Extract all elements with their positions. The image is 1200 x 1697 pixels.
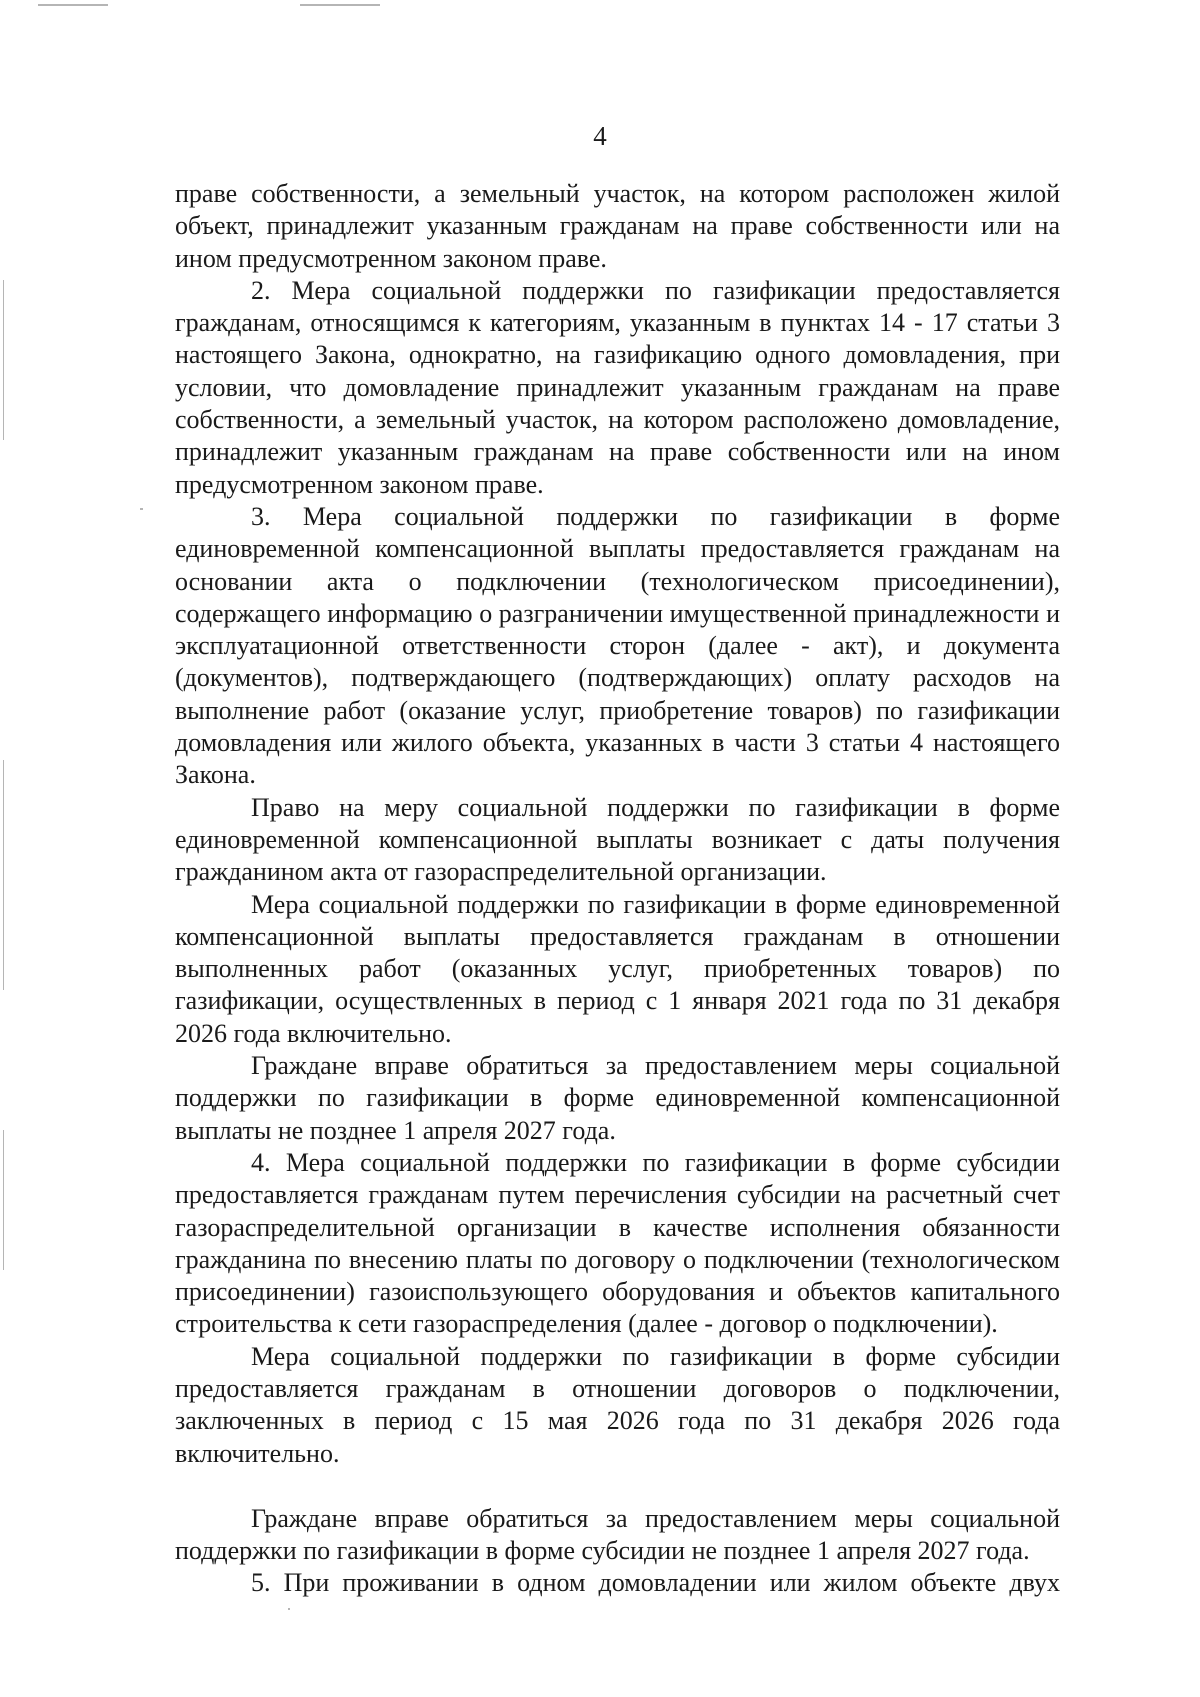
scan-artifact-dot — [140, 508, 143, 510]
paragraph-item-2: 2. Мера социальной поддержки по газификации предоставляется гражданам, относящимся к категориям, указанным в пунктах 14 - 17 статьи 3 настоящего Закона, однократно, на газификацию одного домовладения, при условии, что домовладение принадлежит указанным гражданам на праве собственности, а земельный участок, на котором расположено домовладение, принадлежит указанным гражданам на праве собственности или на ином предусмотренном законом праве. — [175, 275, 1060, 499]
page-number: 4 — [593, 121, 607, 151]
paragraph-continuation: праве собственности, а земельный участок, на котором расположен жилой объект, принадлежит указанным гражданам на праве собственности или на ином предусмотренном законом праве. — [175, 179, 1060, 273]
scan-artifact-top — [38, 4, 108, 6]
scan-artifact-left — [3, 280, 4, 440]
document-body — [175, 178, 1060, 1600]
paragraph-item-4: 4. Мера социальной поддержки по газификации в форме субсидии предоставляется гражданам путем перечисления субсидии на расчетный счет газораспределительной организации в качестве исполнения обязанности гражданина по внесению платы по договору о подключении (технологическом присоединении) газоиспользующего оборудования и объектов капитального строительства к сети газораспределения (далее - договор о подключении). — [175, 1147, 1060, 1339]
paragraph-payment-deadline: Граждане вправе обратиться за предоставлением меры социальной поддержки по газификации в форме единовременной компенсационной выплаты не позднее 1 апреля 2027 года. — [175, 1051, 1060, 1145]
scan-artifact-top — [300, 4, 380, 6]
paragraph-item-5: 5. При проживании в одном домовладении или жилом объекте двух — [251, 1568, 1060, 1598]
paragraph-item-3: 3. Мера социальной поддержки по газификации в форме единовременной компенсационной выплаты предоставляется гражданам на основании акта о подключении (технологическом присоединении), содержащего информацию о разграничении имущественной принадлежности и эксплуатационной ответственности сторон (далее - акт), и документа (документов), подтверждающего (подтверждающих) оплату расходов на выполнение работ (оказание услуг, приобретение товаров) по газификации домовладения или жилого объекта, указанных в части 3 статьи 4 настоящего Закона. — [175, 501, 1060, 790]
paragraph-right-to-payment: Право на меру социальной поддержки по газификации в форме единовременной компенсационной выплаты возникает с даты получения гражданином акта от газораспределительной организации. — [175, 792, 1060, 887]
scan-artifact-dot — [288, 1608, 290, 1610]
scan-artifact-left — [3, 760, 4, 990]
paragraph-payment-period: Мера социальной поддержки по газификации в форме единовременной компенсационной выплаты предоставляется гражданам в отношении выполненных работ (оказанных услуг, приобретенных товаров) по газификации, осуществленных в период с 1 января 2021 года по 31 декабря 2026 года включительно. — [175, 889, 1060, 1048]
scan-artifact-left — [3, 1130, 4, 1270]
paragraph-subsidy-period: Мера социальной поддержки по газификации в форме субсидии предоставляется гражданам в отношении договоров о подключении, заключенных в период с 15 мая 2026 года по 31 декабря 2026 года включительно. — [175, 1341, 1060, 1468]
paragraph-subsidy-deadline: Граждане вправе обратиться за предоставлением меры социальной поддержки по газификации в форме субсидии не позднее 1 апреля 2027 года. — [175, 1503, 1060, 1566]
